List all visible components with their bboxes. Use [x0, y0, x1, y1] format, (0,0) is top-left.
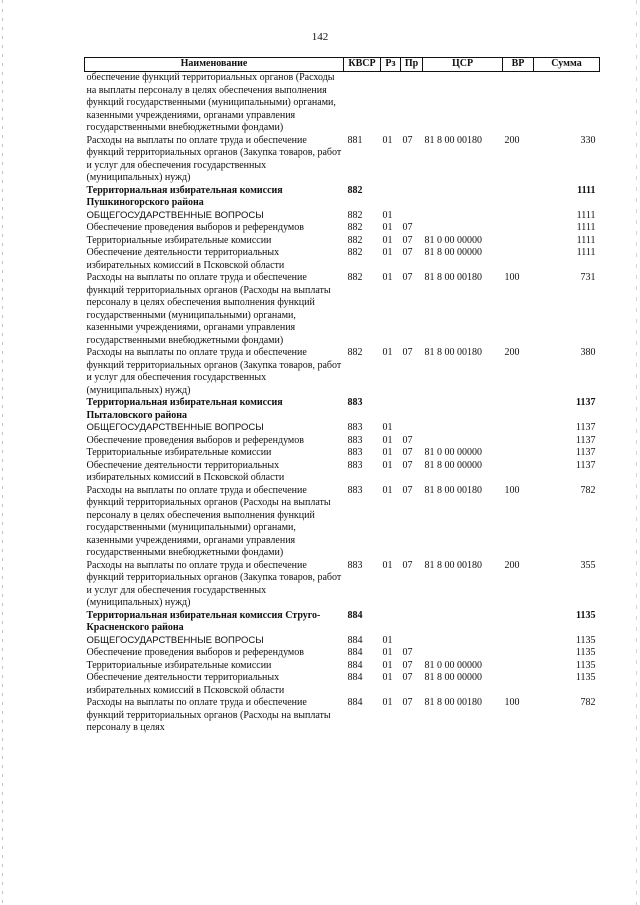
cell-kvsr: [344, 72, 381, 135]
cell-sum: 1137: [575, 447, 596, 458]
cell-rz: [381, 397, 401, 422]
cell-vr: [503, 672, 534, 697]
cell-rz: 01: [382, 647, 393, 658]
cell-pr: [401, 635, 423, 648]
cell-pr: 07: [402, 647, 413, 658]
cell-pr: 07: [402, 672, 413, 683]
cell-kvsr: 884: [347, 697, 363, 708]
table-row: [85, 235, 600, 248]
table-row: [85, 272, 600, 347]
table-row: [85, 610, 600, 635]
cell-rz: [381, 72, 401, 135]
table-row: [85, 460, 600, 485]
cell-csr: 81 8 00 00180: [424, 272, 482, 283]
cell-rz: 01: [382, 672, 393, 683]
cell-vr: [503, 660, 534, 673]
cell-kvsr: 883: [347, 434, 363, 446]
cell-name: Обеспечение проведения выборов и референдумов: [86, 647, 304, 658]
cell-rz: 01: [382, 247, 393, 258]
cell-csr: 81 8 00 00180: [424, 697, 482, 708]
cell-csr: 81 8 00 00000: [424, 459, 482, 471]
table-row: [85, 697, 600, 735]
cell-name: Расходы на выплаты по оплате труда и обеспечение функций территориальных органов (Расходы на выплаты персоналу в целях обеспечения выполнения функций государственными (муниципальными) органами, казенными учреждениями, органами управления государственными внебюджетными фондами): [86, 272, 331, 346]
cell-rz: 01: [382, 484, 393, 496]
cell-rz: 01: [382, 234, 393, 246]
cell-pr: 07: [402, 134, 413, 146]
cell-pr: [401, 610, 423, 635]
cell-csr: [423, 210, 503, 223]
column-header-name: Наименование: [85, 58, 344, 72]
cell-vr: 200: [504, 347, 520, 358]
cell-pr: 07: [402, 247, 413, 258]
cell-sum: 1111: [576, 209, 596, 221]
cell-name: Территориальные избирательные комиссии: [86, 447, 272, 458]
cell-pr: 07: [402, 447, 413, 458]
cell-sum: 330: [580, 134, 596, 146]
table-row: [85, 422, 600, 435]
cell-name: Расходы на выплаты по оплате труда и обеспечение функций территориальных органов (Закупка товаров, работ и услуг для обеспечения государственных (муниципальных) нужд): [86, 134, 342, 183]
cell-name: Обеспечение проведения выборов и референдумов: [86, 222, 304, 233]
cell-name: Территориальные избирательные комиссии: [86, 659, 272, 671]
cell-kvsr: 882: [347, 222, 363, 233]
cell-name: Обеспечение деятельности территориальных избирательных комиссий в Псковской области: [86, 247, 285, 271]
cell-pr: 07: [402, 559, 413, 571]
cell-name: Расходы на выплаты по оплате труда и обеспечение функций территориальных органов (Закупка товаров, работ и услуг для обеспечения государственных (муниципальных) нужд): [86, 559, 342, 608]
cell-kvsr: 883: [347, 447, 363, 458]
cell-rz: 01: [382, 447, 393, 458]
cell-rz: 01: [382, 697, 393, 708]
cell-csr: [423, 72, 503, 135]
cell-vr: [503, 235, 534, 248]
table-row: [85, 560, 600, 610]
cell-kvsr: 884: [347, 659, 363, 671]
table-row: [85, 660, 600, 673]
cell-sum: 1137: [576, 397, 596, 408]
cell-vr: 100: [504, 697, 520, 708]
cell-rz: 01: [382, 134, 393, 146]
cell-rz: 01: [382, 634, 393, 646]
cell-rz: 01: [382, 434, 393, 446]
scan-edge-left: [2, 0, 3, 905]
cell-sum: 782: [580, 484, 596, 496]
cell-vr: 200: [504, 134, 520, 146]
cell-vr: [503, 422, 534, 435]
cell-sum: 782: [580, 697, 596, 708]
budget-table: [84, 57, 600, 735]
cell-rz: [381, 610, 401, 635]
cell-csr: [423, 610, 503, 635]
cell-csr: [423, 422, 503, 435]
cell-vr: [503, 635, 534, 648]
cell-pr: 07: [402, 697, 413, 708]
cell-sum: 1137: [575, 434, 596, 446]
table-row: [85, 210, 600, 223]
table-row: [85, 247, 600, 272]
cell-sum: 1111: [576, 247, 596, 258]
cell-name: Расходы на выплаты по оплате труда и обеспечение функций территориальных органов (Расходы на выплаты персоналу в целях обеспечения выполнения функций государственными (муниципальными) органами, казенными учреждениями, органами управления государственными внебюджетными фондами): [86, 484, 331, 558]
column-header-sum: Сумма: [534, 58, 600, 72]
cell-pr: 07: [402, 659, 413, 671]
table-row: [85, 447, 600, 460]
cell-pr: 07: [402, 222, 413, 233]
cell-kvsr: 884: [347, 672, 363, 683]
cell-name: Обеспечение деятельности территориальных избирательных комиссий в Псковской области: [86, 459, 285, 483]
cell-vr: [503, 447, 534, 460]
cell-vr: [503, 610, 534, 635]
cell-rz: 01: [382, 209, 393, 221]
table-row: [85, 222, 600, 235]
cell-pr: 07: [402, 272, 413, 283]
cell-pr: 07: [402, 347, 413, 358]
cell-csr: 81 8 00 00180: [424, 484, 482, 496]
cell-kvsr: 882: [347, 234, 363, 246]
cell-name: Территориальная избирательная комиссия Пушкиногорского района: [86, 184, 283, 208]
cell-csr: [423, 435, 503, 448]
table-row: [85, 135, 600, 185]
cell-name: Обеспечение деятельности территориальных избирательных комиссий в Псковской области: [86, 672, 285, 696]
cell-csr: [423, 647, 503, 660]
cell-pr: [401, 185, 423, 210]
cell-name: Территориальная избирательная комиссия Струго-Красненского района: [86, 609, 321, 633]
cell-csr: 81 0 00 00000: [424, 659, 482, 671]
cell-kvsr: 883: [347, 397, 363, 408]
cell-name: Расходы на выплаты по оплате труда и обеспечение функций территориальных органов (Закупка товаров, работ и услуг для обеспечения государственных (муниципальных) нужд): [86, 347, 342, 396]
cell-sum: 1111: [576, 234, 596, 246]
cell-pr: 07: [402, 459, 413, 471]
cell-kvsr: 883: [347, 422, 363, 433]
table-row: [85, 647, 600, 660]
cell-rz: 01: [382, 422, 393, 433]
table-row: [85, 397, 600, 422]
cell-name: Обеспечение проведения выборов и референдумов: [86, 434, 304, 446]
cell-kvsr: 884: [347, 634, 363, 646]
cell-sum: 1137: [575, 459, 596, 471]
cell-rz: 01: [382, 659, 393, 671]
cell-csr: [423, 635, 503, 648]
cell-sum: 1135: [575, 659, 596, 671]
cell-kvsr: 882: [347, 272, 363, 283]
cell-pr: 07: [402, 434, 413, 446]
cell-csr: 81 8 00 00000: [424, 247, 482, 258]
cell-name: ОБЩЕГОСУДАРСТВЕННЫЕ ВОПРОСЫ: [86, 209, 264, 221]
cell-csr: 81 0 00 00000: [424, 234, 482, 246]
cell-vr: [503, 647, 534, 660]
cell-pr: [401, 72, 423, 135]
cell-csr: [423, 222, 503, 235]
table-body: [85, 72, 600, 735]
cell-csr: 81 8 00 00000: [424, 672, 482, 683]
cell-csr: 81 0 00 00000: [424, 447, 482, 458]
cell-vr: [503, 72, 534, 135]
cell-vr: 200: [504, 559, 520, 571]
cell-vr: 100: [504, 272, 520, 283]
cell-pr: [401, 397, 423, 422]
cell-name: Территориальная избирательная комиссия Пыталовского района: [86, 397, 283, 421]
table-row: [85, 485, 600, 560]
cell-sum: 1111: [576, 222, 596, 233]
column-header-vr: ВР: [503, 58, 534, 72]
cell-csr: 81 8 00 00180: [424, 134, 482, 146]
cell-rz: 01: [382, 559, 393, 571]
cell-kvsr: 882: [347, 347, 363, 358]
cell-name: обеспечение функций территориальных органов (Расходы на выплаты персоналу в целях обеспечения выполнения функций государственными (муниципальными) органами, казенными учреждениями, органами управления государственными внебюджетными фондами): [86, 72, 336, 133]
cell-rz: [381, 185, 401, 210]
cell-name: ОБЩЕГОСУДАРСТВЕННЫЕ ВОПРОСЫ: [86, 422, 264, 433]
cell-rz: 01: [382, 347, 393, 358]
cell-kvsr: 883: [347, 459, 363, 471]
cell-kvsr: 882: [347, 184, 363, 196]
page-number: 142: [311, 31, 329, 43]
cell-sum: 380: [580, 347, 596, 358]
cell-sum: 1135: [575, 672, 596, 683]
cell-sum: 1135: [575, 634, 596, 646]
cell-kvsr: 884: [347, 647, 363, 658]
cell-kvsr: 881: [347, 134, 363, 146]
table-row: [85, 435, 600, 448]
cell-csr: 81 8 00 00180: [424, 347, 482, 358]
column-header-kvsr: КВСР: [344, 58, 381, 72]
table-row: [85, 347, 600, 397]
cell-vr: [503, 247, 534, 272]
cell-rz: 01: [382, 459, 393, 471]
cell-sum: 355: [580, 559, 596, 571]
table-row: [85, 185, 600, 210]
cell-pr: 07: [402, 484, 413, 496]
column-header-pr: Пр: [401, 58, 423, 72]
cell-sum: [534, 72, 600, 135]
table-header: [85, 58, 600, 72]
cell-sum: 1135: [576, 609, 596, 621]
table-row: [85, 672, 600, 697]
cell-vr: [503, 435, 534, 448]
cell-name: ОБЩЕГОСУДАРСТВЕННЫЕ ВОПРОСЫ: [86, 634, 264, 646]
cell-csr: 81 8 00 00180: [424, 559, 482, 571]
cell-name: Расходы на выплаты по оплате труда и обеспечение функций территориальных органов (Расходы на выплаты персоналу в целях: [86, 697, 331, 733]
cell-pr: 07: [402, 234, 413, 246]
column-header-csr: ЦСР: [423, 58, 503, 72]
cell-sum: 731: [580, 272, 596, 283]
cell-vr: [503, 222, 534, 235]
cell-rz: 01: [382, 272, 393, 283]
cell-kvsr: 884: [347, 609, 363, 621]
cell-csr: [423, 185, 503, 210]
cell-sum: 1137: [575, 422, 596, 433]
cell-sum: 1111: [577, 184, 596, 196]
scan-edge-right: [636, 0, 637, 905]
cell-pr: [401, 210, 423, 223]
cell-kvsr: 882: [347, 209, 363, 221]
table-row: [85, 635, 600, 648]
cell-csr: [423, 397, 503, 422]
cell-vr: [503, 210, 534, 223]
cell-sum: 1135: [575, 647, 596, 658]
cell-vr: [503, 397, 534, 422]
column-header-rz: Рз: [381, 58, 401, 72]
cell-rz: 01: [382, 222, 393, 233]
cell-kvsr: 882: [347, 247, 363, 258]
cell-pr: [401, 422, 423, 435]
cell-kvsr: 883: [347, 559, 363, 571]
cell-vr: [503, 185, 534, 210]
cell-name: Территориальные избирательные комиссии: [86, 234, 272, 246]
cell-kvsr: 883: [347, 484, 363, 496]
table-row: [85, 72, 600, 135]
cell-vr: 100: [504, 484, 520, 496]
cell-vr: [503, 460, 534, 485]
